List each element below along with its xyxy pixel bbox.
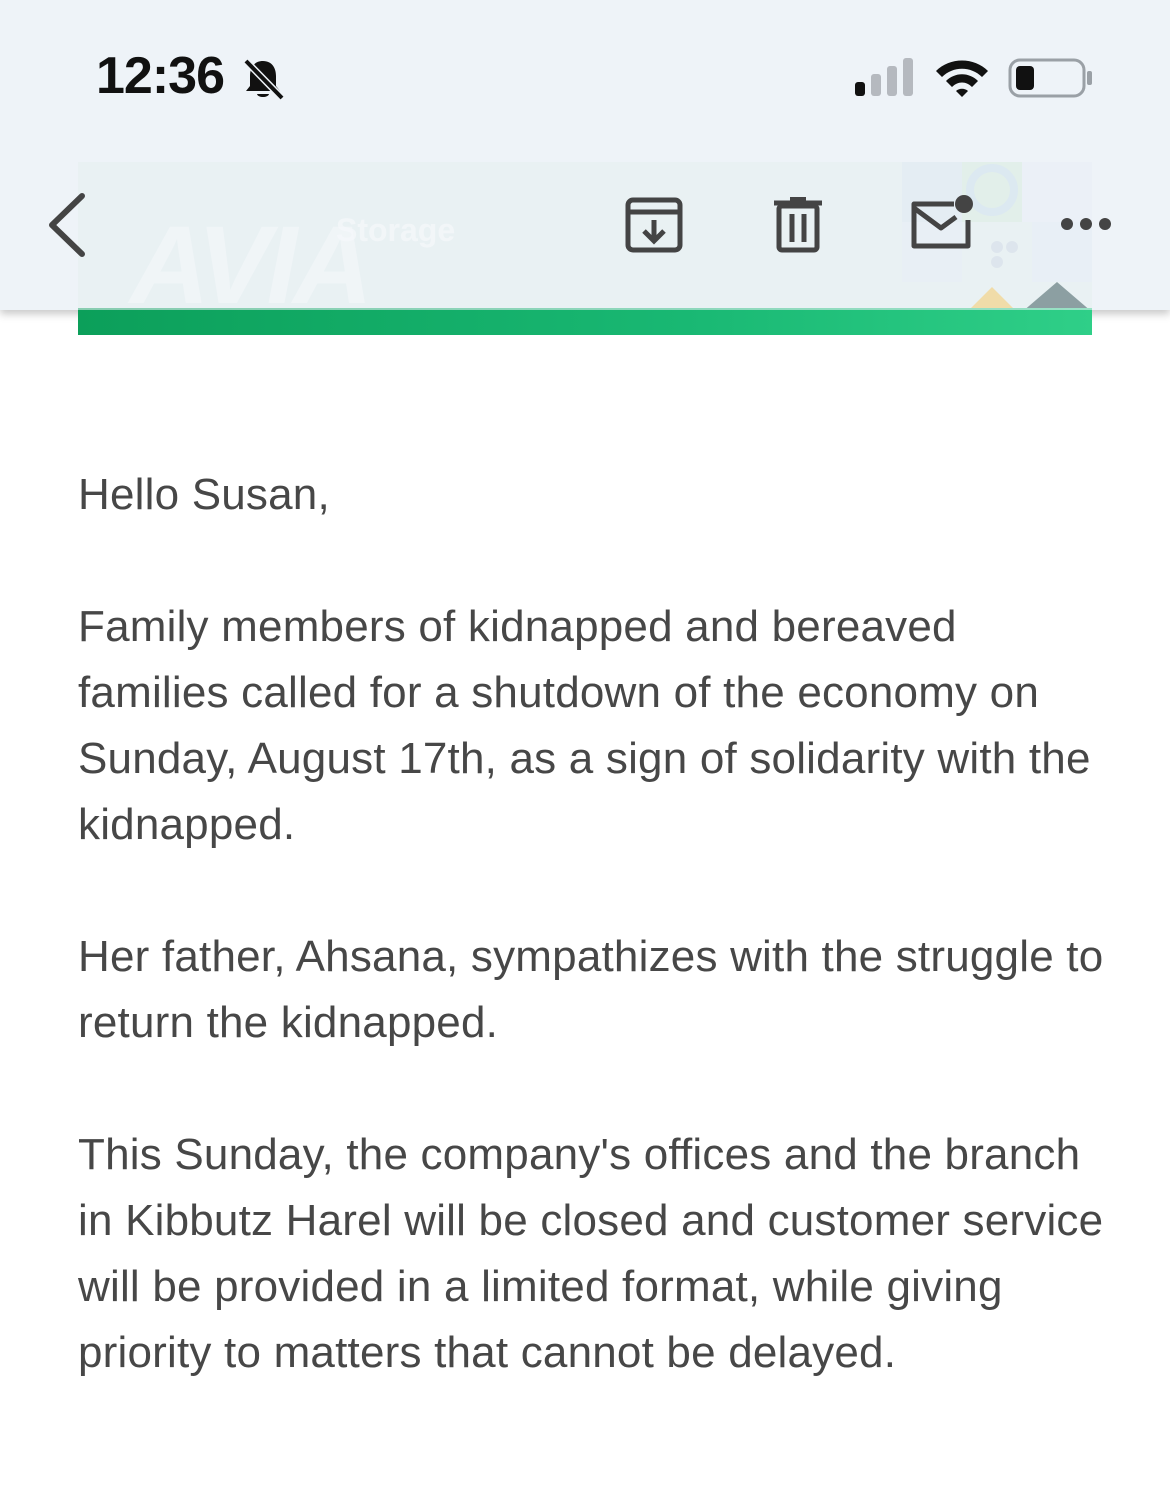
more-icon[interactable]	[1058, 212, 1114, 241]
toolbar	[0, 148, 1170, 310]
email-paragraph: Family members of kidnapped and bereaved families called for a shutdown of the economy on Sunday, August 17th, as a sign of solidarity with the kidnapped.	[78, 602, 1091, 849]
archive-icon[interactable]	[624, 196, 684, 259]
back-chevron-icon[interactable]	[40, 190, 90, 265]
battery-icon	[1008, 58, 1094, 103]
bell-slash-icon	[240, 56, 286, 107]
email-greeting: Hello Susan,	[78, 470, 330, 519]
status-time: 12:36	[96, 47, 224, 105]
signal-icon	[855, 58, 915, 103]
email-body	[78, 462, 1108, 1452]
email-paragraph: This Sunday, the company's offices and the branch in Kibbutz Harel will be closed and customer service will be provided in a limited format, while giving priority to matters that cannot be delayed.	[78, 1130, 1104, 1377]
wifi-icon	[934, 58, 990, 103]
trash-icon[interactable]	[772, 196, 824, 259]
mark-unread-icon[interactable]	[908, 192, 976, 259]
email-paragraph: Her father, Ahsana, sympathizes with the struggle to return the kidnapped.	[78, 932, 1104, 1047]
banner-stripe	[78, 308, 1092, 335]
